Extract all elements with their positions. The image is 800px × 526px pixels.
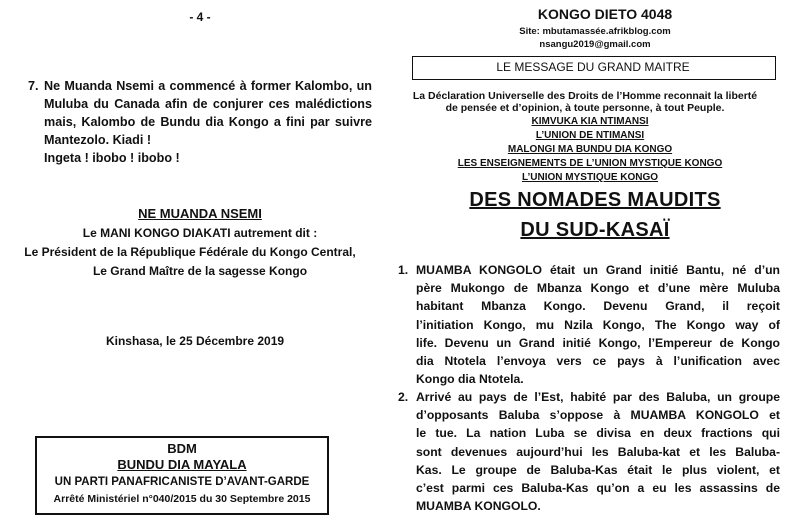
journal-title: KONGO DIETO 4048 bbox=[537, 6, 673, 22]
item-line: MUAMBA KONGOLO. bbox=[416, 499, 541, 514]
party-name: BUNDU DIA MAYALA bbox=[117, 457, 247, 472]
item-line: habitant Mbanza Kongo. Devenu Grand, il reçoit bbox=[416, 299, 780, 314]
item-number: 1. bbox=[398, 263, 409, 277]
article-title: DU SUD-KASAÏ bbox=[520, 219, 670, 241]
declaration-line: La Déclaration Universelle des Droits de l’Homme reconnait la liberté bbox=[412, 90, 758, 102]
item-line: Mantezolo. Kiadi ! bbox=[44, 133, 152, 147]
message-label: LE MESSAGE DU GRAND MAITRE bbox=[496, 60, 690, 74]
party-decree: Arrêté Ministériel n°040/2015 du 30 Septembre 2015 bbox=[53, 493, 311, 505]
link-malongi[interactable]: MALONGI MA BUNDU DIA KONGO bbox=[507, 144, 673, 155]
item-line: mais, Kalombo de Bundu dia Kongo a fini par suivre bbox=[44, 115, 372, 129]
article-title: DES NOMADES MAUDITS bbox=[469, 189, 721, 211]
item-line: sont devenues aujourd’hui les Baluba-kat et les Baluba- bbox=[416, 444, 780, 459]
item-line: c’est parmi ces Baluba-Kas qu’on a eu les assassins de bbox=[416, 481, 780, 496]
declaration-line: de pensée et d’opinion, à toute personne, à tout Peuple. bbox=[445, 102, 725, 114]
item-line: dia Ntotela l’envoya vers ce pays à l’unification avec bbox=[416, 354, 780, 369]
page-number: - 4 - bbox=[189, 10, 211, 24]
item-line: le tue. La nation Luba se divisa en deux fractions qui bbox=[416, 426, 780, 441]
link-union-mystique[interactable]: L’UNION MYSTIQUE KONGO bbox=[521, 172, 659, 183]
contact-email[interactable]: nsangu2019@gmail.com bbox=[539, 39, 651, 50]
party-subtitle: UN PARTI PANAFRICANISTE D’AVANT-GARDE bbox=[54, 476, 310, 488]
item-line: life. Devenu un Grand initié Kongo, l’Empereur de Kongo bbox=[416, 335, 780, 350]
item-line: Arrivé au pays de l’Est, habité par des Baluba, un groupe bbox=[416, 390, 780, 404]
item-line: d’opposants Baluba s’oppose à MUAMBA KONGOLO et bbox=[416, 408, 780, 423]
link-kimvuka[interactable]: KIMVUKA KIA NTIMANSI bbox=[531, 116, 649, 127]
signatory-name: NE MUANDA NSEMI bbox=[138, 206, 262, 221]
signatory-alias: Le MANI KONGO DIAKATI autrement dit : bbox=[82, 226, 318, 240]
item-line: Kongo dia Ntotela. bbox=[416, 372, 524, 387]
item-line: père Mukongo de Mbanza Kongo et d’une mère Muluba bbox=[416, 281, 780, 296]
place-date: Kinshasa, le 25 Décembre 2019 bbox=[105, 334, 285, 348]
item-line: Ne Muanda Nsemi a commencé à former Kalombo, un bbox=[44, 79, 372, 93]
signatory-role: Le Grand Maître de la sagesse Kongo bbox=[92, 264, 308, 278]
item-number: 7. bbox=[28, 79, 39, 93]
item-line: MUAMBA KONGOLO était un Grand initié Bantu, né d’un bbox=[416, 263, 780, 277]
site-url[interactable]: Site: mbutamassée.afrikblog.com bbox=[519, 26, 671, 37]
item-line: Muluba du Canada afin de conjurer ces malédictions bbox=[44, 97, 372, 111]
party-box bbox=[35, 436, 329, 515]
item-line: l’initiation Kongo, mu Nzila Kongo, The Kongo way of bbox=[416, 317, 780, 332]
party-abbreviation: BDM bbox=[167, 441, 197, 456]
link-enseignements[interactable]: LES ENSEIGNEMENTS DE L’UNION MYSTIQUE KONGO bbox=[457, 158, 723, 169]
item-text bbox=[44, 77, 372, 167]
link-union-ntimansi[interactable]: L’UNION DE NTIMANSI bbox=[535, 130, 645, 141]
signatory-title: Le Président de la République Fédérale du Kongo Central, bbox=[24, 245, 356, 259]
item-line: Kas. Le groupe de Baluba-Kas était le plus violent, et bbox=[416, 462, 780, 477]
item-number: 2. bbox=[398, 390, 409, 404]
item-line: Ingeta ! ibobo ! ibobo ! bbox=[44, 151, 180, 165]
